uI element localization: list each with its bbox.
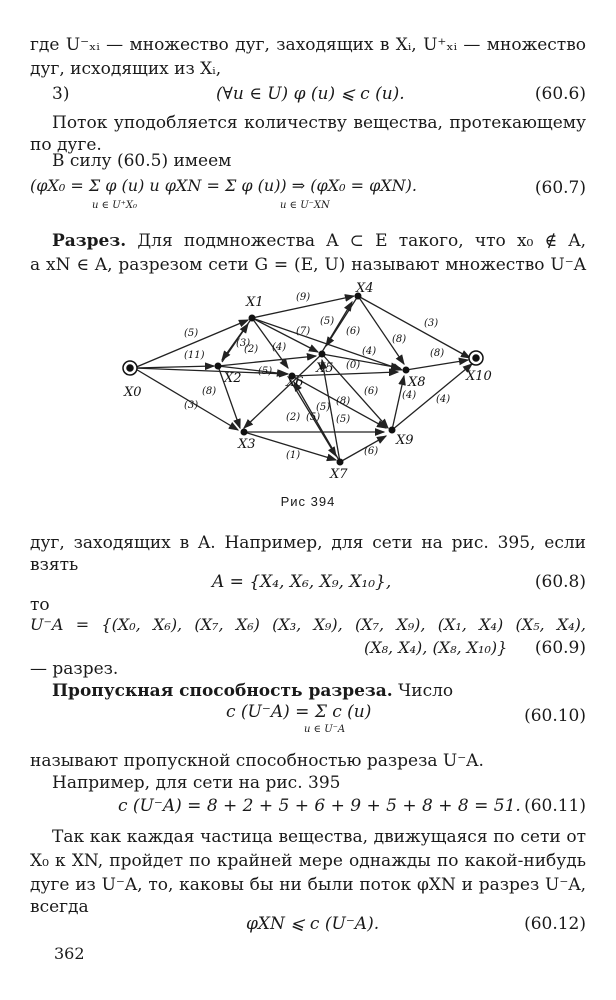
formula-60-6: (∀u ∈ U) φ (u) ⩽ c (u). <box>216 84 405 104</box>
text-line-13: то <box>30 595 50 615</box>
node-label: X5 <box>316 361 334 376</box>
text-line-8 <box>52 230 586 252</box>
edge-label: (4) <box>436 394 451 405</box>
edge-label: (6) <box>364 386 379 397</box>
node-label: X8 <box>408 375 426 390</box>
network-figure-394 <box>110 282 510 480</box>
edge-label: (5) <box>306 412 321 423</box>
edge-x2-x5 <box>218 356 316 366</box>
edge-label: (5) <box>320 316 335 327</box>
node-x1 <box>249 315 256 322</box>
text-line-2: дуг, исходящих из Xᵢ, <box>30 59 222 79</box>
node-label: X0 <box>124 385 142 400</box>
node-x7 <box>337 459 344 466</box>
node-x5 <box>319 351 326 358</box>
edge-label: (8) <box>392 334 407 345</box>
edge-x6-x8 <box>292 372 398 376</box>
edge-label: (9) <box>296 292 311 303</box>
node-label: X1 <box>246 295 264 310</box>
node-label: X10 <box>466 369 492 384</box>
text-line-16: — разрез. <box>30 659 119 679</box>
node-label: X2 <box>224 371 242 386</box>
edge-label: (3) <box>236 338 251 349</box>
edge-label: (0) <box>346 360 361 371</box>
eq-number-60-8: (60.8) <box>534 572 586 592</box>
edge-label: (1) <box>286 450 301 461</box>
section-heading-capacity: Пропускная способность разреза. <box>52 681 393 701</box>
edge-label: (5) <box>336 414 351 425</box>
node-x0 <box>123 361 137 375</box>
edge-label: (6) <box>346 326 361 337</box>
formula-60-9-line-2: (X₈, X₄), (X₈, X₁₀)} <box>364 638 508 657</box>
formula-60-10: c (U⁻A) = Σ c (u) <box>226 702 372 722</box>
edge-label: (11) <box>184 350 205 361</box>
formula-60-7-sub-1: u ∈ U⁺X₀ <box>92 200 138 211</box>
edge-label: (8) <box>336 396 351 407</box>
page-number: 362 <box>54 944 85 963</box>
node-x9 <box>389 427 396 434</box>
text-line-17-rest: Число <box>398 681 454 701</box>
edge-x0-x2 <box>134 366 214 368</box>
eq-number-60-7: (60.7) <box>534 178 586 198</box>
formula-60-11: c (U⁻A) = 8 + 2 + 5 + 6 + 9 + 5 + 8 + 8 = 51. <box>118 796 521 816</box>
eq-number-60-9: (60.9) <box>534 638 586 658</box>
node-x3 <box>241 429 248 436</box>
text-line-17 <box>52 680 586 702</box>
text-line-24: дуге из U⁻A, то, каковы бы ни были поток φXN и разрез U⁻A, <box>30 875 586 895</box>
text-line-11: взять <box>30 555 79 575</box>
formula-60-12: φXN ⩽ c (U⁻A). <box>246 914 380 934</box>
eq-number-60-10: (60.10) <box>524 706 586 726</box>
text-line-25: всегда <box>30 897 89 917</box>
node-x10 <box>469 351 483 365</box>
eq-number-60-11: (60.11) <box>524 796 586 816</box>
edge-label: (5) <box>184 328 199 339</box>
text-line-4: Поток уподобляется количеству вещества, протекающему <box>52 113 586 133</box>
node-x8 <box>403 367 410 374</box>
node-x2 <box>215 363 222 370</box>
text-line-6: В силу (60.5) имеем <box>52 151 232 171</box>
node-label: X9 <box>396 433 414 448</box>
text-line-20: Например, для сети на рис. 395 <box>52 773 341 793</box>
node-label: X6 <box>286 375 304 390</box>
formula-60-9-line-1: U⁻A = {(X₀, X₆), (X₇, X₆) (X₃, X₉), (X₇, X₉), (X₁, X₄) (X₅, X₄), <box>30 615 586 634</box>
edge-label: (4) <box>402 390 417 401</box>
text-line-19: называют пропускной способностью разреза U⁻A. <box>30 751 484 771</box>
formula-60-8: A = {X₄, X₆, X₉, X₁₀}, <box>212 572 392 592</box>
edge-label: (5) <box>258 366 273 377</box>
eq-number-60-6: (60.6) <box>534 84 586 104</box>
edge-label: (3) <box>184 400 199 411</box>
edge-label: (4) <box>272 342 287 353</box>
edge-label: (4) <box>362 346 377 357</box>
node-label: X7 <box>330 467 348 480</box>
text-line-10: дуг, заходящих в A. Например, для сети на рис. 395, если <box>30 533 586 553</box>
edge-label: (6) <box>364 446 379 457</box>
text-line-1: где U⁻ₓᵢ — множество дуг, заходящих в Xᵢ, U⁺ₓᵢ — множество <box>30 35 586 55</box>
edge-label: (3) <box>424 318 439 329</box>
edge-label: (8) <box>202 386 217 397</box>
edge-label: (2) <box>244 344 259 355</box>
text-line-9: а xN ∈ A, разрезом сети G = (E, U) называют множество U⁻A <box>30 255 586 275</box>
edge-label: (2) <box>286 412 301 423</box>
item-number-3: 3) <box>52 84 70 104</box>
formula-60-10-sub: u ∈ U⁻A <box>304 724 346 735</box>
edge-x8-x10 <box>406 360 468 370</box>
edge-label: (5) <box>316 402 331 413</box>
text-line-23: X₀ к XN, пройдет по крайней мере однажды по какой-нибудь <box>30 851 586 871</box>
node-label: X4 <box>356 282 374 296</box>
text-line-8-rest: Для подмножества A ⊂ E такого, что x₀ ∉ A, <box>137 231 586 251</box>
edge-x7-x9 <box>340 436 386 462</box>
node-label: X3 <box>238 437 256 452</box>
text-line-5: по дуге. <box>30 135 102 155</box>
formula-60-7-sub-2: u ∈ U⁻XN <box>280 200 330 211</box>
eq-number-60-12: (60.12) <box>524 914 586 934</box>
formula-60-7: (φX₀ = Σ φ (u) и φXN = Σ φ (u)) ⇒ (φX₀ = φXN). <box>30 176 417 195</box>
text-line-22: Так как каждая частица вещества, движущаяся по сети от <box>52 827 586 847</box>
figure-caption: Рис 394 <box>280 494 336 509</box>
section-heading-cut: Разрез. <box>52 231 127 251</box>
edge-label: (7) <box>296 326 311 337</box>
edge-label: (8) <box>430 348 445 359</box>
